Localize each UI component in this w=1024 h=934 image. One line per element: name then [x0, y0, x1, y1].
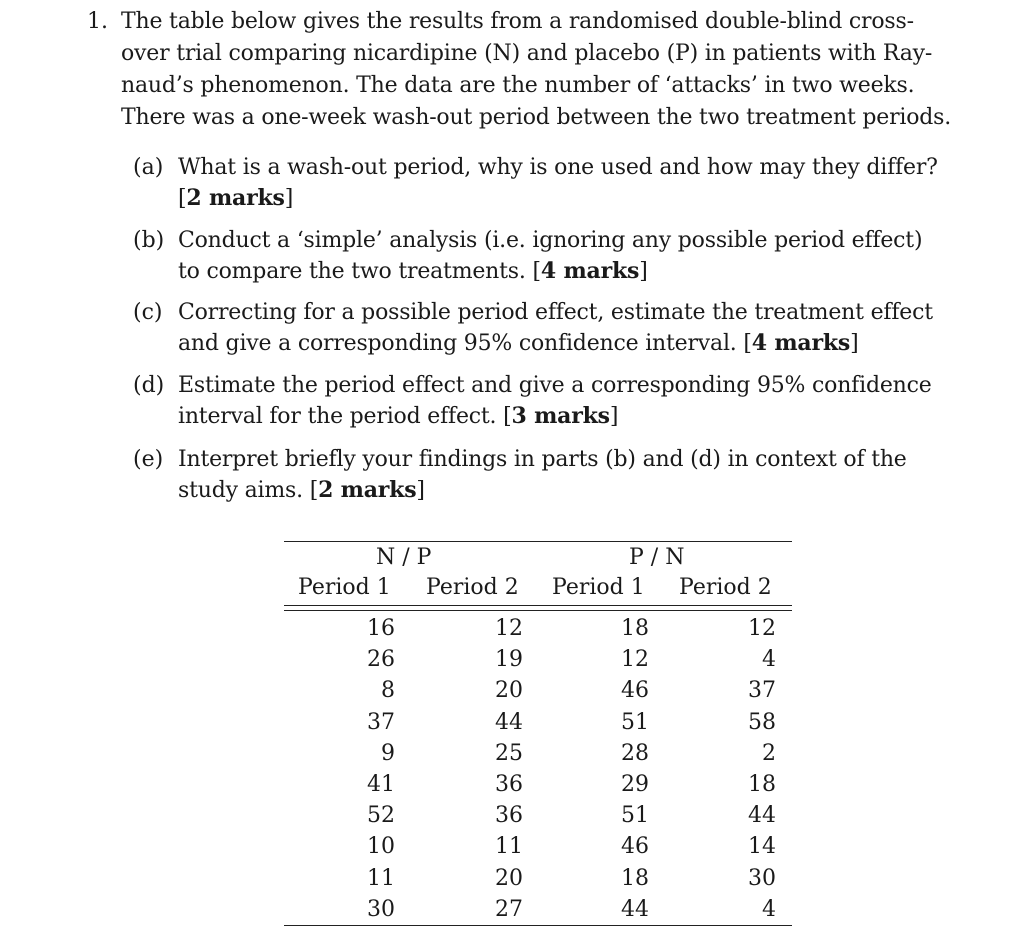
table-cell: 37: [748, 678, 776, 704]
table-cell: 44: [748, 803, 776, 829]
column-header: Period 1: [552, 575, 645, 600]
part-label: (a): [133, 155, 164, 180]
table-cell: 9: [381, 740, 395, 766]
part-line: Conduct a ‘simple’ analysis (i.e. ignoring any possible period effect): [178, 228, 923, 253]
part-label: (b): [133, 228, 165, 253]
part-e: [133, 444, 963, 508]
marks-close: ]: [284, 186, 294, 211]
table-cell: 18: [748, 772, 776, 797]
table-cell: 29: [621, 772, 649, 797]
marks-open: [: [503, 404, 512, 429]
table-cell: 12: [748, 616, 776, 641]
table-cell: 20: [495, 865, 523, 891]
marks-open: [: [309, 478, 319, 503]
part-line-with-marks: [178, 328, 958, 359]
marks-open: [: [178, 186, 187, 211]
table-cell: 12: [621, 647, 649, 673]
table-cell: 4: [762, 647, 776, 673]
group-header-np: N / P: [376, 545, 432, 570]
table-cell: 37: [367, 709, 395, 735]
table-cell: 27: [495, 896, 523, 922]
table-cell: 36: [495, 803, 523, 829]
table-cell: 20: [495, 678, 523, 704]
part-b: [133, 225, 963, 289]
question-intro: [121, 6, 957, 134]
marks-close: ]: [639, 259, 648, 284]
marks-label: 2 marks: [318, 477, 417, 503]
table-bottom-rule: [284, 925, 792, 926]
column-header: Period 2: [426, 575, 519, 600]
table-cell: 25: [495, 740, 523, 766]
table-cell: 44: [495, 709, 523, 735]
part-line: What is a wash-out period, why is one used and how may they differ?: [178, 155, 938, 180]
table-cell: 8: [381, 678, 395, 704]
intro-line: naud’s phenomenon. The data are the number of ‘attacks’ in two weeks.: [121, 73, 915, 98]
table-cell: 19: [495, 647, 523, 673]
marks-open: [: [743, 331, 752, 356]
table-cell: 16: [367, 616, 395, 641]
part-line: Interpret briefly your findings in parts (b) and (d) in context of the: [178, 447, 907, 472]
column-header: Period 1: [298, 575, 391, 600]
group-header-pn: P / N: [629, 545, 685, 570]
table-cell: 14: [748, 834, 776, 860]
table-cell: 46: [621, 678, 649, 704]
marks-label: 3 marks: [511, 403, 610, 429]
intro-line: over trial comparing nicardipine (N) and placebo (P) in patients with Ray-: [121, 41, 933, 66]
marks-label: 4 marks: [540, 258, 640, 284]
table-cell: 30: [748, 865, 776, 891]
marks-open: [: [532, 259, 541, 284]
table-cell: 28: [621, 740, 649, 766]
marks-label: 2 marks: [186, 185, 285, 211]
intro-line: The table below gives the results from a randomised double-blind cross-: [121, 9, 914, 34]
part-label: (e): [133, 447, 164, 472]
part-line-with-marks: [178, 475, 958, 506]
part-line-with-marks: [178, 401, 958, 432]
part-line: and give a corresponding 95% confidence interval.: [178, 331, 744, 356]
table-cell: 12: [495, 616, 523, 641]
column-header: Period 2: [679, 575, 772, 600]
part-text: [178, 297, 958, 359]
table-cell: 52: [367, 803, 395, 829]
marks-close: ]: [609, 404, 619, 429]
table-cell: 41: [367, 772, 395, 797]
part-label: (d): [133, 373, 165, 398]
marks-label: 4 marks: [751, 330, 851, 356]
table-cell: 30: [367, 896, 395, 922]
table-cell: 11: [367, 865, 395, 891]
part-marks-line: [178, 183, 958, 214]
table-cell: 58: [748, 709, 776, 735]
part-line: study aims.: [178, 478, 310, 503]
table-cell: 10: [367, 834, 395, 860]
table-cell: 44: [621, 896, 649, 922]
marks-close: ]: [416, 478, 425, 503]
table-cell: 26: [367, 647, 395, 673]
part-line: Estimate the period effect and give a corresponding 95% confidence: [178, 373, 932, 398]
table-cell: 51: [621, 709, 649, 735]
table-cell: 36: [495, 772, 523, 797]
table-top-rule: [284, 541, 792, 542]
part-label: (c): [133, 300, 163, 325]
table-header-rule: [284, 605, 792, 606]
question-number: 1.: [87, 9, 108, 34]
intro-line: There was a one-week wash-out period between the two treatment periods.: [121, 105, 952, 130]
table-cell: 46: [621, 834, 649, 860]
part-line-with-marks: [178, 256, 958, 287]
table-cell: 11: [495, 834, 523, 860]
part-text: [178, 225, 958, 287]
table-cell: 51: [621, 803, 649, 829]
part-text: [178, 444, 958, 506]
table-cell: 4: [762, 896, 776, 922]
marks-close: ]: [850, 331, 859, 356]
part-text: [178, 370, 958, 432]
part-c: [133, 297, 963, 361]
part-text: [178, 152, 958, 214]
table-cell: 18: [621, 865, 649, 891]
table-cell: 18: [621, 616, 649, 641]
table-header-rule: [284, 610, 792, 611]
part-line: to compare the two treatments.: [178, 259, 533, 284]
part-line: Correcting for a possible period effect, estimate the treatment effect: [178, 300, 933, 325]
part-line: interval for the period effect.: [178, 404, 504, 429]
table-cell: 2: [762, 740, 776, 766]
part-d: [133, 370, 963, 434]
part-a: [133, 152, 963, 216]
